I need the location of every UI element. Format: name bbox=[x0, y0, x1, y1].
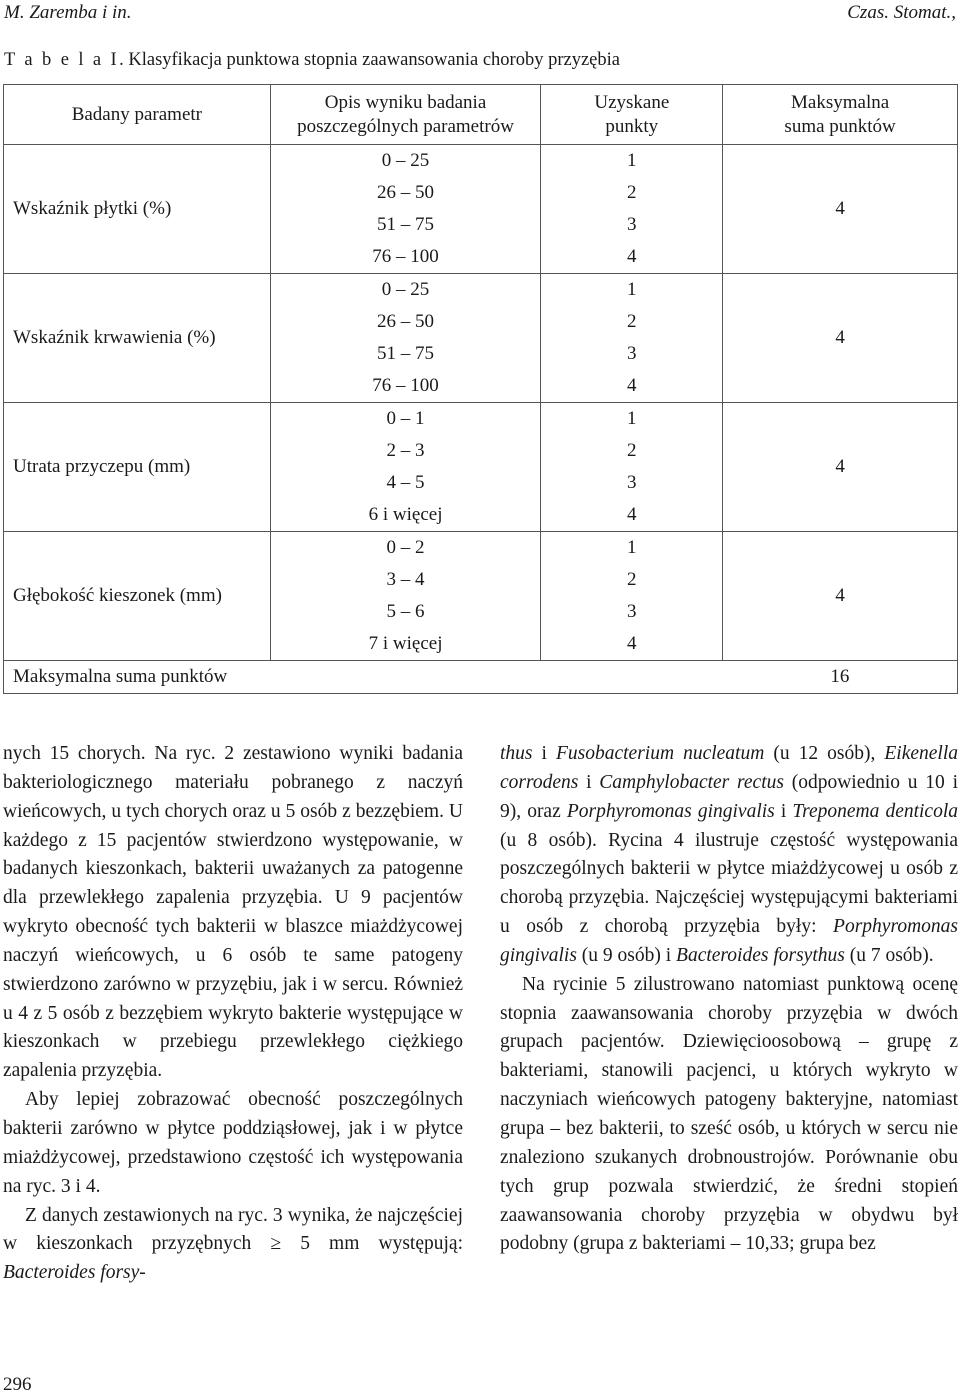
header-desc-line1: Opis wyniku badania bbox=[324, 91, 487, 113]
header-max-line1: Maksymalna bbox=[791, 91, 890, 113]
running-header-authors: M. Zaremba i in. bbox=[4, 2, 132, 23]
species-name: thus bbox=[500, 743, 533, 764]
range-cell: 76 – 100 bbox=[270, 241, 541, 274]
table-row bbox=[4, 403, 958, 436]
species-name: Porphyromonas gingivalis bbox=[566, 800, 775, 822]
points-cell: 3 bbox=[541, 338, 723, 370]
text-run: (odpowiednio u 10 i 9), oraz bbox=[500, 771, 958, 822]
range-cell: 0 – 2 bbox=[270, 532, 541, 565]
points-cell: 4 bbox=[541, 499, 723, 532]
max-points-cell: 4 bbox=[723, 403, 958, 532]
points-cell: 1 bbox=[541, 532, 723, 565]
range-cell: 4 – 5 bbox=[270, 467, 541, 499]
param-name: Głębokość kieszonek (mm) bbox=[4, 532, 271, 661]
right-paragraph-1 bbox=[500, 740, 958, 971]
max-points-cell: 4 bbox=[723, 274, 958, 403]
text-run: (u 9 osób) i bbox=[576, 944, 677, 966]
text-run: (u 8 osób). Rycina 4 ilustruje częstość występowania poszczególnych bakterii w płytce miażdżycowej u osób z chorobą przyzębia. Najczęściej występującymi bakteriami u osób z chorobą przyzębia były: bbox=[500, 829, 958, 938]
range-cell: 7 i więcej bbox=[270, 628, 541, 661]
points-cell: 4 bbox=[541, 241, 723, 274]
points-cell: 3 bbox=[541, 467, 723, 499]
points-cell: 4 bbox=[541, 628, 723, 661]
text-run: i bbox=[578, 771, 600, 793]
text-run: (u 7 osób). bbox=[844, 944, 934, 966]
header-param: Badany parametr bbox=[4, 85, 271, 145]
max-points-cell: 4 bbox=[723, 532, 958, 661]
range-cell: 51 – 75 bbox=[270, 209, 541, 241]
right-paragraph-2: Na rycinie 5 zilustrowano natomiast punktową ocenę stopnia zaawansowania choroby przyzębia w dwóch grupach pacjentów. Dziewięcioosobową – grupę z bakteriami, stanowili pacjenci, u których wykryto w naczyniach wieńcowych patogeny bakteryjne, natomiast grupa – bez bakterii, to sześć osób, u których w sercu nie znaleziono szukanych drobnoustrojów. Porównanie obu tych grup pozwala stwierdzić, że średni stopień zaawansowania choroby przyzębia w obydwu był podobny (grupa z bakteriami – 10,33; grupa bez bbox=[500, 973, 958, 1255]
left-paragraph-2: Aby lepiej zobrazować obecność poszczególnych bakterii zarówno w płytce poddziąsłowej, jak i w płytce miażdżycowej, przedstawiono częstość ich występowania na ryc. 3 i 4. bbox=[3, 1089, 463, 1197]
range-cell: 26 – 50 bbox=[270, 306, 541, 338]
left-paragraph-3-species: Bacteroides forsy- bbox=[3, 1262, 146, 1284]
range-cell: 76 – 100 bbox=[270, 370, 541, 403]
text-run: (u 12 osób), bbox=[764, 743, 885, 764]
left-paragraph-3 bbox=[3, 1202, 463, 1289]
points-cell: 4 bbox=[541, 370, 723, 403]
range-cell: 5 – 6 bbox=[270, 596, 541, 628]
table-row bbox=[4, 274, 958, 307]
species-name: Treponema denticola bbox=[792, 800, 959, 822]
text-run: i bbox=[532, 743, 556, 764]
text-run: i bbox=[774, 800, 793, 822]
table-row bbox=[4, 145, 958, 178]
header-desc-line2: poszczególnych parametrów bbox=[297, 115, 514, 137]
header-desc bbox=[270, 85, 541, 145]
left-text-column bbox=[3, 740, 463, 1288]
points-cell: 2 bbox=[541, 177, 723, 209]
max-points-cell: 4 bbox=[723, 145, 958, 274]
total-value: 16 bbox=[723, 661, 958, 694]
species-name: Fusobacterium nucleatum bbox=[555, 743, 765, 764]
points-cell: 2 bbox=[541, 306, 723, 338]
range-cell: 51 – 75 bbox=[270, 338, 541, 370]
points-cell: 3 bbox=[541, 596, 723, 628]
param-name: Wskaźnik płytki (%) bbox=[4, 145, 271, 274]
points-cell: 1 bbox=[541, 145, 723, 178]
range-cell: 0 – 1 bbox=[270, 403, 541, 436]
species-name: Camphylobacter rectus bbox=[599, 771, 784, 793]
header-points bbox=[541, 85, 723, 145]
classification-table bbox=[3, 84, 958, 694]
header-max-line2: suma punktów bbox=[784, 115, 896, 137]
param-name: Wskaźnik krwawienia (%) bbox=[4, 274, 271, 403]
table-row bbox=[4, 532, 958, 565]
left-paragraph-1: nych 15 chorych. Na ryc. 2 zestawiono wyniki badania bakteriologicznego materiału pobranego z naczyń wieńcowych, u tych chorych oraz u 5 osób z bezzębiem. U każdego z 15 pacjentów stwierdzono występowanie, w badanych kieszonkach, bakterii uważanych za patogenne dla przewlekłego zapalenia przyzębia. U 9 pacjentów wykryto obecność tych bakterii w blaszce miażdżycowej naczyń wieńcowych, u 6 osób te same patogeny stwierdzono zarówno w przyzębiu, jak i w sercu. Również u 4 z 5 osób z bezzębiem wykryto bakterie występujące w kieszonkach w przebiegu przewlekłego ciężkiego zapalenia przyzębia. bbox=[3, 743, 463, 1082]
total-label: Maksymalna suma punktów bbox=[4, 661, 723, 694]
right-text-column bbox=[500, 740, 958, 1259]
table-caption-title: . Klasyfikacja punktowa stopnia zaawansowania choroby przyzębia bbox=[119, 50, 620, 70]
species-name: Eikenella corrodens bbox=[500, 743, 959, 793]
range-cell: 6 i więcej bbox=[270, 499, 541, 532]
running-header-journal: Czas. Stomat., bbox=[847, 2, 956, 23]
range-cell: 26 – 50 bbox=[270, 177, 541, 209]
points-cell: 2 bbox=[541, 564, 723, 596]
points-cell: 2 bbox=[541, 435, 723, 467]
table-caption-label: T a b e l a I bbox=[4, 50, 120, 70]
table-caption bbox=[4, 50, 620, 71]
page-number: 296 bbox=[3, 1374, 32, 1395]
range-cell: 2 – 3 bbox=[270, 435, 541, 467]
range-cell: 3 – 4 bbox=[270, 564, 541, 596]
header-max bbox=[723, 85, 958, 145]
points-cell: 3 bbox=[541, 209, 723, 241]
range-cell: 0 – 25 bbox=[270, 145, 541, 178]
param-name: Utrata przyczepu (mm) bbox=[4, 403, 271, 532]
header-points-line2: punkty bbox=[605, 115, 659, 137]
points-cell: 1 bbox=[541, 403, 723, 436]
range-cell: 0 – 25 bbox=[270, 274, 541, 307]
header-points-line1: Uzyskane bbox=[594, 91, 670, 113]
species-name: Porphyromonas gingivalis bbox=[500, 916, 958, 966]
left-paragraph-3-text: Z danych zestawionych na ryc. 3 wynika, że najczęściej w kieszonkach przyzębnych ≥ 5 mm występują: bbox=[3, 1204, 463, 1255]
points-cell: 1 bbox=[541, 274, 723, 307]
species-name: Bacteroides forsythus bbox=[676, 944, 845, 966]
